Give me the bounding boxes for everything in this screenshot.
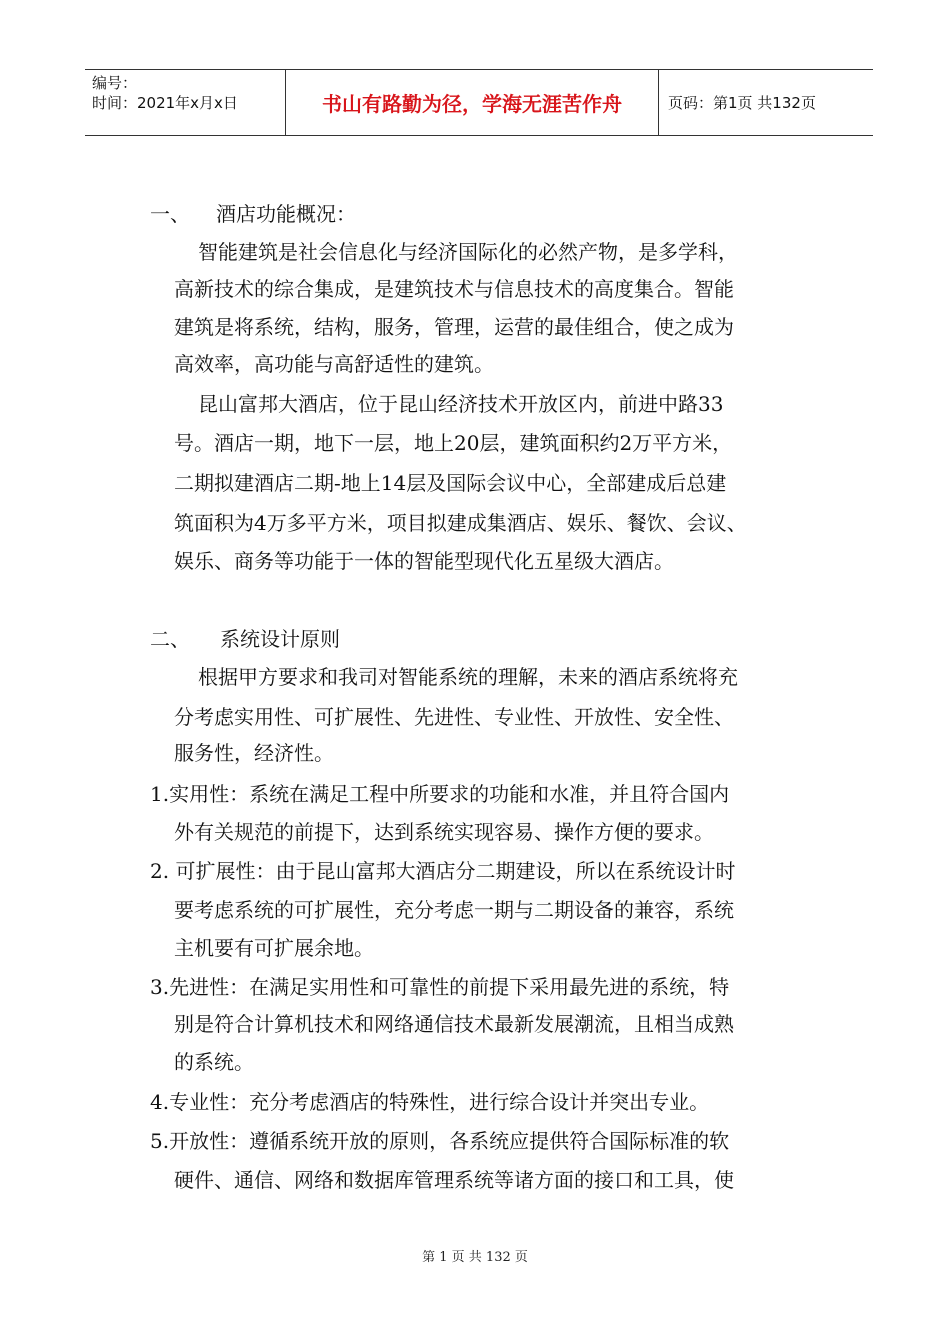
paragraph-line: 高新技术的综合集成，是建筑技术与信息技术的高度集合。智能 [174, 277, 734, 301]
header-page-info: 页码：第1页 共132页 [668, 93, 816, 112]
header-code-label: 编号： [92, 74, 138, 92]
header-divider-right [658, 69, 659, 135]
header-bottom-rule [85, 135, 873, 136]
principle-item-line: 3.先进性：在满足实用性和可靠性的前提下采用最先进的系统，特 [150, 975, 730, 999]
paragraph-line: 智能建筑是社会信息化与经济国际化的必然产物，是多学科， [198, 240, 738, 264]
section-1-heading [150, 202, 356, 226]
paragraph-line: 根据甲方要求和我司对智能系统的理解，未来的酒店系统将充 [198, 665, 738, 689]
page-footer: 第 1 页 共 132 页 [422, 1250, 528, 1265]
principle-item-line: 主机要有可扩展余地。 [174, 936, 374, 960]
paragraph-line: 娱乐、商务等功能于一体的智能型现代化五星级大酒店。 [174, 549, 674, 573]
paragraph-line: 昆山富邦大酒店，位于昆山经济技术开放区内，前进中路33 [198, 392, 724, 416]
principle-item-line: 2. 可扩展性：由于昆山富邦大酒店分二期建设，所以在系统设计时 [150, 859, 736, 883]
section-2-number: 二、 [150, 627, 190, 651]
section-2-title: 系统设计原则 [220, 627, 340, 651]
paragraph-line: 服务性，经济性。 [174, 741, 334, 765]
section-2-heading [150, 627, 340, 651]
header-motto: 书山有路勤为径，学海无涯苦作舟 [322, 91, 622, 116]
section-1-title: 酒店功能概况： [216, 202, 356, 226]
paragraph-line: 分考虑实用性、可扩展性、先进性、专业性、开放性、安全性、 [174, 705, 734, 729]
principle-item-line: 别是符合计算机技术和网络通信技术最新发展潮流，且相当成熟 [174, 1012, 734, 1036]
principle-item-line: 要考虑系统的可扩展性，充分考虑一期与二期设备的兼容，系统 [174, 898, 734, 922]
principle-item-line: 5.开放性：遵循系统开放的原则，各系统应提供符合国际标准的软 [150, 1129, 730, 1153]
paragraph-line: 建筑是将系统，结构，服务，管理，运营的最佳组合，使之成为 [174, 315, 734, 339]
principle-item-line: 4.专业性：充分考虑酒店的特殊性，进行综合设计并突出专业。 [150, 1090, 710, 1114]
principle-item-line: 外有关规范的前提下，达到系统实现容易、操作方便的要求。 [174, 820, 714, 844]
principle-item-line: 硬件、通信、网络和数据库管理系统等诸方面的接口和工具，使 [174, 1168, 734, 1192]
paragraph-line: 筑面积为4万多平方米，项目拟建成集酒店、娱乐、餐饮、会议、 [174, 511, 747, 535]
paragraph-line: 高效率，高功能与高舒适性的建筑。 [174, 352, 494, 376]
principle-item-line: 1.实用性：系统在满足工程中所要求的功能和水准，并且符合国内 [150, 782, 730, 806]
paragraph-line: 号。酒店一期，地下一层，地上20层，建筑面积约2万平方米， [174, 431, 733, 455]
section-1-number: 一、 [150, 202, 190, 226]
header-time-label: 时间：2021年x月x日 [92, 94, 238, 112]
principle-item-line: 的系统。 [174, 1050, 254, 1074]
paragraph-line: 二期拟建酒店二期-地上14层及国际会议中心，全部建成后总建 [174, 471, 727, 495]
